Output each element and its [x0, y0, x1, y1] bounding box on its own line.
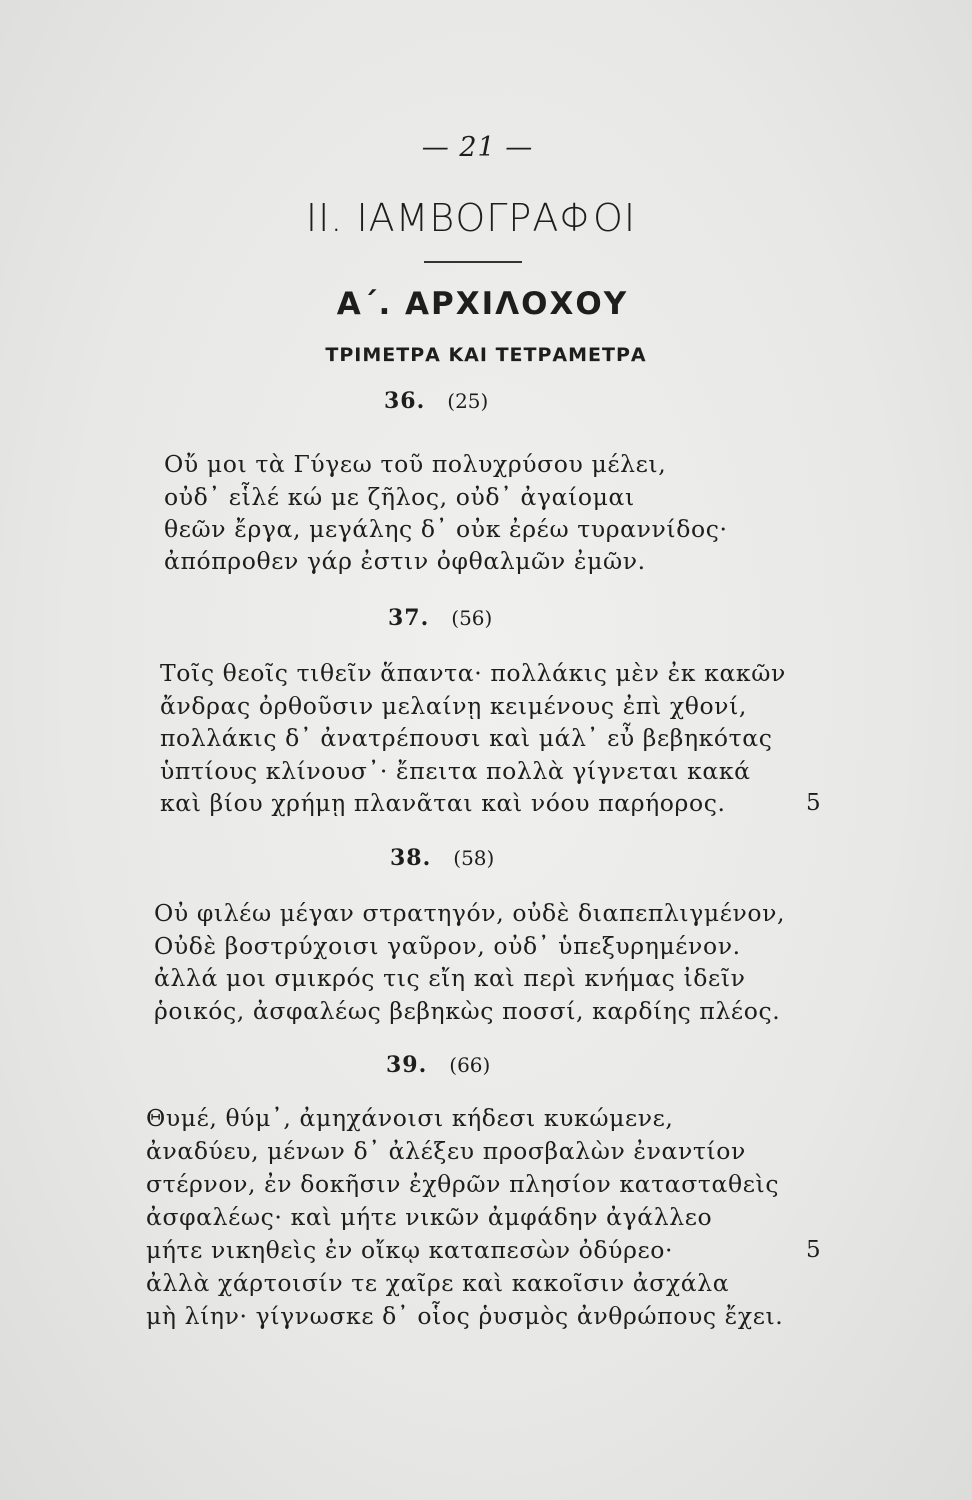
fragment-number: 38. — [390, 845, 432, 871]
verse-line: ἀναδύευ, μένων δ᾽ ἀλέξευ προσβαλὼν ἐναντίον — [146, 1137, 746, 1165]
fragment-reference: (25) — [447, 389, 489, 413]
meter-subtitle: ΤΡΙΜΕΤΡΑ ΚΑΙ ΤΕΤΡΑΜΕΤΡΑ — [325, 344, 647, 366]
verse-line: ἀλλὰ χάρτοισίν τε χαῖρε καὶ κακοῖσιν ἀσχάλα — [146, 1269, 730, 1297]
section-title: II. ΙΑΜΒΟΓΡΑΦΟΙ — [305, 196, 637, 240]
fragment-reference: (56) — [451, 606, 493, 630]
verse-line: μήτε νικηθεὶς ἐν οἴκῳ καταπεσὼν ὀδύρεο· — [146, 1236, 674, 1264]
verse-line: οὐδ᾽ εἷλέ κώ με ζῆλος, οὐδ᾽ ἀγαίομαι — [164, 483, 635, 511]
verse-line: ἀσφαλέως· καὶ μήτε νικῶν ἀμφάδην ἀγάλλεο — [146, 1203, 713, 1231]
verse-line: Οὐδὲ βοστρύχοισι γαῦρον, οὐδ᾽ ὑπεξυρημένον. — [154, 932, 741, 960]
verse-line: Τοῖς θεοῖς τιθεῖν ἅπαντα· πολλάκις μὲν ἐκ κακῶν — [160, 659, 786, 687]
fragment-reference: (66) — [449, 1053, 491, 1077]
fragment-number: 37. — [388, 605, 430, 631]
fragment-number: 36. — [384, 388, 426, 414]
verse-line: στέρνον, ἐν δοκῆσιν ἐχθρῶν πλησίον κατασταθεὶς — [146, 1170, 780, 1198]
verse-line: Θυμέ, θύμ᾽, ἀμηχάνοισι κήδεσι κυκώμενε, — [146, 1104, 674, 1132]
verse-line: καὶ βίου χρήμῃ πλανᾶται καὶ νόου παρήορος. — [160, 789, 726, 817]
verse-line: θεῶν ἔργα, μεγάλης δ᾽ οὐκ ἐρέω τυραννίδος· — [164, 515, 728, 543]
fragment-heading — [386, 1052, 490, 1078]
line-marker: 5 — [806, 1237, 821, 1263]
fragment-reference: (58) — [453, 846, 495, 870]
verse-line: μὴ λίην· γίγνωσκε δ᾽ οἷος ῥυσμὸς ἀνθρώπους ἔχει. — [146, 1302, 784, 1330]
verse-line: ἀλλά μοι σμικρός τις εἴη καὶ περὶ κνήμας ἰδεῖν — [154, 964, 746, 992]
fragment-heading — [384, 388, 488, 414]
verse-line: Οὐ φιλέω μέγαν στρατηγόν, οὐδὲ διαπεπλιγμένον, — [154, 899, 786, 927]
divider-rule — [424, 261, 522, 263]
verse-line: Οὔ μοι τὰ Γύγεω τοῦ πολυχρύσου μέλει, — [164, 450, 667, 478]
fragment-heading — [390, 845, 494, 871]
author-heading: Α΄. ΑΡΧΙΛΟΧΟΥ — [336, 286, 629, 322]
page-number: — 21 — — [421, 132, 534, 163]
verse-line: ὑπτίους κλίνουσ᾽· ἔπειτα πολλὰ γίγνεται κακά — [160, 757, 751, 785]
fragment-number: 39. — [386, 1052, 428, 1078]
verse-line: ἀπόπροθεν γάρ ἐστιν ὀφθαλμῶν ἐμῶν. — [164, 547, 646, 575]
fragment-heading — [388, 605, 492, 631]
verse-line: ἄνδρας ὀρθοῦσιν μελαίνῃ κειμένους ἐπὶ χθονί, — [160, 692, 747, 720]
verse-line: ῥοικός, ἀσφαλέως βεβηκὼς ποσσί, καρδίης πλέος. — [154, 997, 781, 1025]
line-marker: 5 — [806, 790, 821, 816]
verse-line: πολλάκις δ᾽ ἀνατρέπουσι καὶ μάλ᾽ εὖ βεβηκότας — [160, 724, 773, 752]
